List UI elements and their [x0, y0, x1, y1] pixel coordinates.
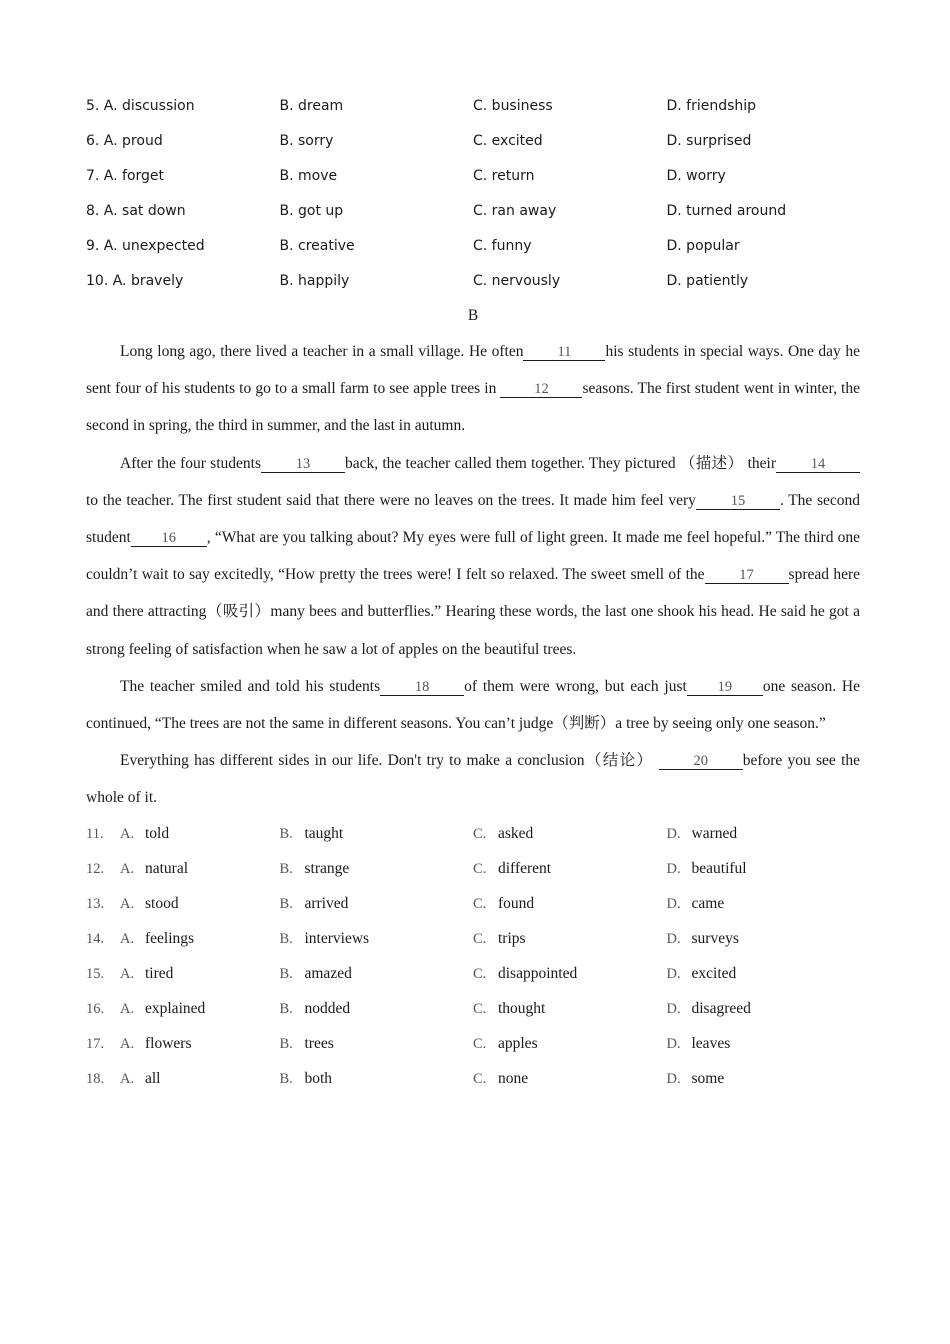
option-row-5	[86, 88, 860, 123]
option-text: different	[498, 860, 552, 878]
option-row-13	[86, 887, 860, 922]
option-text: disappointed	[498, 965, 578, 983]
option	[473, 860, 667, 878]
option-row-12	[86, 852, 860, 887]
option	[280, 825, 474, 843]
reading-passage	[86, 333, 860, 817]
option-row-15	[86, 957, 860, 992]
paragraph-1	[86, 333, 860, 445]
option-text: all	[145, 1070, 161, 1088]
blank-16: 16	[131, 530, 207, 547]
option-letter: B.	[279, 1001, 293, 1018]
option: D. turned around	[666, 202, 787, 219]
option: 6. A. proud	[86, 132, 163, 149]
text: to the teacher. The first student said that there were no leaves on the trees. It made him feel very	[86, 491, 696, 509]
option: 7. A. forget	[86, 167, 165, 184]
option	[667, 860, 861, 878]
option-letter: C.	[473, 826, 487, 843]
text: The teacher smiled and told his students	[120, 677, 381, 695]
question-number: 12.	[86, 861, 105, 878]
option	[473, 930, 667, 948]
option: B. sorry	[279, 132, 334, 149]
blank-20: 20	[659, 753, 743, 770]
option	[667, 965, 861, 983]
option	[280, 1035, 474, 1053]
option-letter: C.	[473, 931, 487, 948]
blank-12: 12	[500, 381, 582, 398]
option-letter: C.	[473, 1036, 487, 1053]
option-text: warned	[691, 825, 738, 843]
paragraph-2	[86, 445, 860, 668]
option-row-6	[86, 123, 860, 158]
option-text: leaves	[691, 1035, 731, 1053]
option-letter: A.	[120, 931, 135, 948]
option-text: none	[498, 1070, 529, 1088]
option-text: explained	[145, 1000, 206, 1018]
option: D. worry	[666, 167, 726, 184]
option-text: tired	[145, 965, 174, 983]
option-letter: C.	[473, 1001, 487, 1018]
option-text: surveys	[691, 930, 739, 948]
option-letter: A.	[120, 826, 135, 843]
option-letter: D.	[666, 1071, 681, 1088]
option: D. popular	[666, 237, 740, 254]
option: B. creative	[279, 237, 355, 254]
options-block-b	[86, 817, 860, 1097]
option	[86, 930, 280, 948]
option-text: excited	[691, 965, 737, 983]
option-letter: B.	[279, 861, 293, 878]
option-text: interviews	[304, 930, 370, 948]
option: B. dream	[279, 97, 344, 114]
text: . The second student	[86, 491, 860, 547]
option: 8. A. sat down	[86, 202, 186, 219]
blank-13: 13	[261, 456, 345, 473]
text: of them were wrong, but each just	[464, 677, 687, 695]
question-number: 11.	[86, 826, 104, 843]
option	[86, 965, 280, 983]
option-row-14	[86, 922, 860, 957]
option: D. surprised	[666, 132, 752, 149]
option-letter: A.	[120, 966, 135, 983]
option	[473, 1000, 667, 1018]
blank-18: 18	[380, 679, 464, 696]
question-number: 13.	[86, 896, 105, 913]
option-row-7	[86, 158, 860, 193]
option-text: taught	[304, 825, 344, 843]
option: 9. A. unexpected	[86, 237, 205, 254]
option-row-9	[86, 228, 860, 263]
options-block-a	[86, 88, 860, 298]
question-number: 17.	[86, 1036, 105, 1053]
text: Everything has different sides in our life. Don't try to make a conclusion（结论）	[120, 752, 659, 770]
option-letter: D.	[666, 861, 681, 878]
option	[280, 1000, 474, 1018]
option	[280, 930, 474, 948]
option-letter: A.	[120, 1071, 135, 1088]
option-letter: B.	[279, 931, 293, 948]
option-letter: B.	[279, 966, 293, 983]
blank-14: 14	[776, 456, 860, 473]
option-row-17	[86, 1027, 860, 1062]
option	[473, 965, 667, 983]
exam-page	[86, 88, 860, 1097]
text: back, the teacher called them together. They pictured （描述） their	[345, 454, 776, 472]
option-letter: C.	[473, 1071, 487, 1088]
option-text: nodded	[304, 1000, 351, 1018]
option	[86, 895, 280, 913]
option-letter: B.	[279, 826, 293, 843]
option-text: found	[498, 895, 535, 913]
blank-15: 15	[696, 493, 780, 510]
option	[86, 860, 280, 878]
option-text: some	[691, 1070, 725, 1088]
option-text: feelings	[145, 930, 195, 948]
option	[667, 1070, 861, 1088]
option-letter: A.	[120, 1036, 135, 1053]
option-text: natural	[145, 860, 189, 878]
option	[280, 1070, 474, 1088]
option-letter: D.	[666, 931, 681, 948]
paragraph-3	[86, 668, 860, 742]
option-text: thought	[498, 1000, 546, 1018]
option	[86, 825, 280, 843]
option-row-10	[86, 263, 860, 298]
option: B. happily	[279, 272, 350, 289]
option: C. business	[473, 97, 553, 114]
option	[667, 930, 861, 948]
text: one season. He continued, “The trees are not the same in different seasons. You can’t judge（判断）a tree by seeing only one season.”	[86, 677, 860, 733]
option: D. friendship	[666, 97, 757, 114]
option	[473, 1035, 667, 1053]
option-text: trees	[304, 1035, 334, 1053]
question-number: 18.	[86, 1071, 105, 1088]
option-text: disagreed	[691, 1000, 751, 1018]
option-letter: C.	[473, 966, 487, 983]
text: Long long ago, there lived a teacher in a small village. He often	[120, 343, 524, 360]
blank-19: 19	[687, 679, 763, 696]
option: C. nervously	[473, 272, 561, 289]
option: C. return	[473, 167, 535, 184]
option: C. excited	[473, 132, 543, 149]
option	[667, 1000, 861, 1018]
option-text: both	[304, 1070, 333, 1088]
option	[667, 1035, 861, 1053]
option: B. move	[279, 167, 338, 184]
option: 5. A. discussion	[86, 97, 195, 114]
text: before you see the whole of it.	[86, 752, 861, 807]
option-letter: C.	[473, 896, 487, 913]
blank-17: 17	[705, 567, 789, 584]
option-letter: D.	[666, 966, 681, 983]
option	[667, 825, 861, 843]
option	[280, 895, 474, 913]
option	[86, 1000, 280, 1018]
option: D. patiently	[666, 272, 749, 289]
option-text: beautiful	[691, 860, 747, 878]
option-text: amazed	[304, 965, 352, 983]
option: C. funny	[473, 237, 532, 254]
option-letter: A.	[120, 896, 135, 913]
text: , “What are you talking about? My eyes were full of light green. It made me feel hopeful.” The third one couldn’t wait to say excitedly, “How pretty the trees were! I felt so relaxed. The sweet smell of the	[86, 529, 860, 584]
option	[473, 1070, 667, 1088]
option-text: asked	[498, 825, 534, 843]
text: his students in special ways. One day he sent four of his students to go to a small farm to see apple trees in	[86, 343, 860, 398]
question-number: 14.	[86, 931, 105, 948]
text: After the four students	[120, 454, 261, 472]
option-letter: D.	[666, 896, 681, 913]
section-heading-b: B	[467, 307, 479, 324]
blank-11: 11	[523, 344, 605, 361]
option-text: told	[145, 825, 170, 843]
text: spread here and there attracting（吸引）many bees and butterflies.” Hearing these words, the last one shook his head. He said he got a strong feeling of satisfaction when he saw a lot of apples on the beautiful trees.	[86, 566, 860, 658]
option-letter: D.	[666, 826, 681, 843]
option	[280, 965, 474, 983]
option-text: trips	[498, 930, 526, 948]
option-row-16	[86, 992, 860, 1027]
option	[667, 895, 861, 913]
option-letter: C.	[473, 861, 487, 878]
question-number: 16.	[86, 1001, 105, 1018]
option-letter: D.	[666, 1036, 681, 1053]
option-text: strange	[304, 860, 350, 878]
option-letter: A.	[120, 861, 135, 878]
option-text: apples	[498, 1035, 538, 1053]
question-number: 15.	[86, 966, 105, 983]
option-row-8	[86, 193, 860, 228]
option-letter: B.	[279, 896, 293, 913]
option-row-18	[86, 1062, 860, 1097]
paragraph-4	[86, 742, 860, 816]
option-letter: B.	[279, 1036, 293, 1053]
option	[473, 825, 667, 843]
option: C. ran away	[473, 202, 557, 219]
option-letter: A.	[120, 1001, 135, 1018]
option-text: came	[691, 895, 725, 913]
option	[280, 860, 474, 878]
option-text: arrived	[304, 895, 349, 913]
option: 10. A. bravely	[86, 272, 184, 289]
option: B. got up	[279, 202, 344, 219]
option-row-11	[86, 817, 860, 852]
option-letter: D.	[666, 1001, 681, 1018]
option-letter: B.	[279, 1071, 293, 1088]
option	[86, 1070, 280, 1088]
option	[86, 1035, 280, 1053]
option-text: stood	[145, 895, 179, 913]
text: seasons. The first student went in winter, the second in spring, the third in summer, and the last in autumn.	[86, 380, 860, 435]
option	[473, 895, 667, 913]
option-text: flowers	[145, 1035, 192, 1053]
